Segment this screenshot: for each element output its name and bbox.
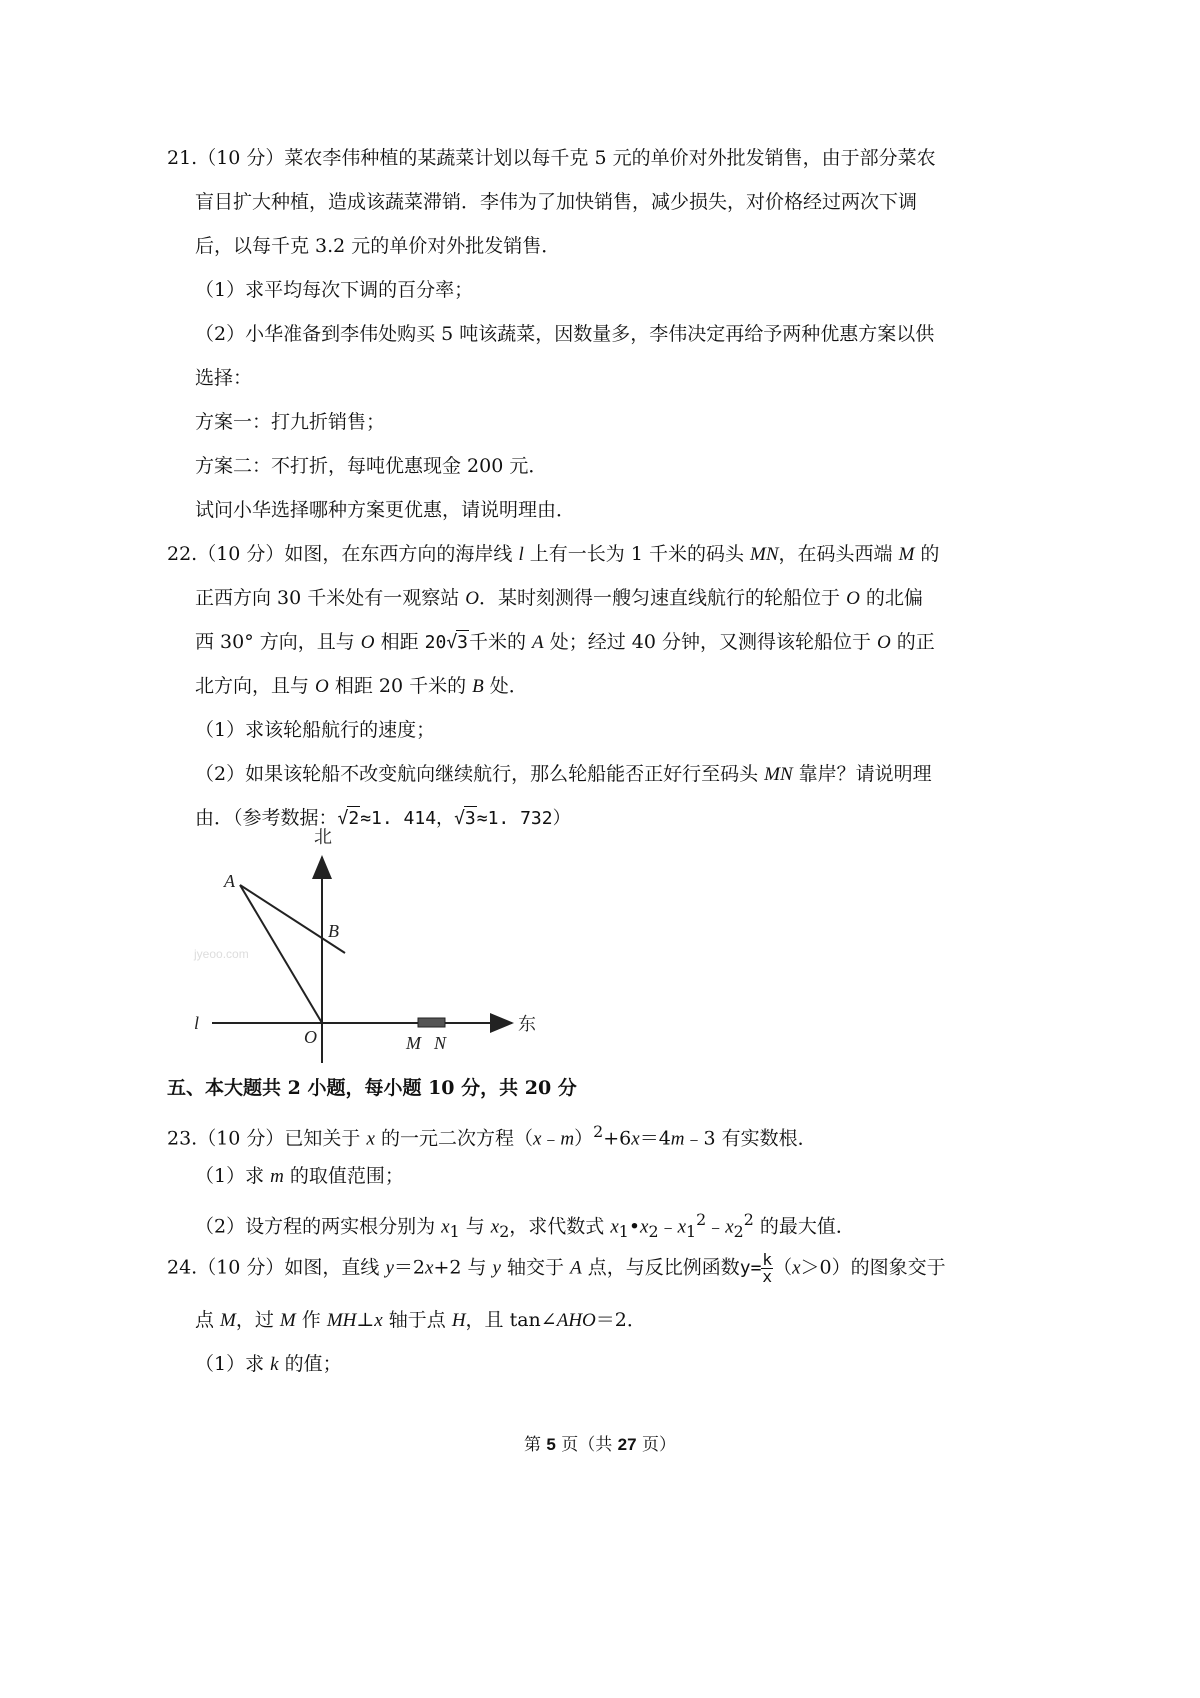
total-pages: 27: [617, 1435, 637, 1454]
label-l: l: [194, 1013, 200, 1033]
page-footer: 第 5 页（共 27 页）: [523, 1435, 676, 1455]
reference-data: √2≈1. 414，√3≈1. 732）: [337, 808, 571, 829]
q21-part-2-line-1: （2）小华准备到李伟处购买 5 吨该蔬菜，因数量多，李伟决定再给予两种优惠方案以供: [195, 323, 935, 345]
segment-oa: [240, 885, 322, 1023]
section-5-heading: 五、本大题共 2 小题，每小题 10 分，共 20 分: [167, 1077, 577, 1099]
q21-line-3: 后，以每千克 3.2 元的单价对外批发销售．: [195, 235, 561, 257]
label-east: 东: [518, 1014, 536, 1035]
label-a: A: [224, 871, 235, 891]
q22-part-2-line-2: 由．（参考数据：√2≈1. 414，√3≈1. 732）: [195, 807, 571, 829]
coastline-diagram: [190, 825, 550, 1065]
q23-part-1: （1）求 m 的取值范围；: [195, 1165, 404, 1187]
q21-part-2-line-2: 选择：: [195, 367, 253, 389]
q21-option-1: 方案一：打九折销售；: [195, 411, 386, 433]
fraction-k-over-x: $\frac{k}{x}$: [762, 1250, 773, 1286]
q21-question: 试问小华选择哪种方案更优惠，请说明理由．: [195, 499, 576, 521]
q22-part-2-line-1: （2）如果该轮船不改变航向继续航行，那么轮船能否正好行至码头 MN 靠岸？请说明理: [195, 763, 932, 785]
q21-line-2: 盲目扩大种植，造成该蔬菜滞销．李伟为了加快销售，减少损失，对价格经过两次下调: [195, 191, 918, 213]
watermark: jyeoo.com: [194, 947, 249, 961]
label-n: N: [434, 1033, 447, 1053]
q22-line-2: 正西方向 30 千米处有一观察站 O．某时刻测得一艘匀速直线航行的轮船位于 O 的北偏: [195, 587, 923, 609]
pier-mn: [418, 1018, 445, 1027]
q22-part-1: （1）求该轮船航行的速度；: [195, 719, 436, 741]
segment-ab: [240, 885, 345, 953]
q21-option-2: 方案二：不打折，每吨优惠现金 200 元．: [195, 455, 548, 477]
label-o: O: [304, 1027, 317, 1047]
q21-part-1: （1）求平均每次下调的百分率；: [195, 279, 474, 301]
q24-line-2: 点 M，过 M 作 MH⊥x 轴于点 H，且 tan∠AHO＝2．: [195, 1309, 646, 1331]
q24-line-1: 24.（10 分）如图，直线 y＝2x+2 与 y 轴交于 A 点，与反比例函数y= $\frac{k}{x}$ （x＞0）的图象交于: [167, 1250, 946, 1286]
label-north: 北: [314, 827, 332, 848]
page-number: 5: [546, 1435, 556, 1454]
label-b: B: [328, 921, 339, 941]
q22-line-3: 西 30° 方向，且与 O 相距 20√3千米的 A 处；经过 40 分钟，又测得该轮船位于 O 的正: [195, 631, 935, 653]
q23-line-1: 23.（10 分）已知关于 x 的一元二次方程（x﹣m）$^2$+6x＝4m﹣3 有实数根．: [167, 1122, 817, 1150]
q23-part-2: （2）设方程的两实根分别为 $x_1$ 与 $x_2$，求代数式 $x_1•x_2﹣x_1^2﹣x_2^2$ 的最大值．: [195, 1210, 855, 1242]
q21-line-1: 21.（10 分）菜农李伟种植的某蔬菜计划以每千克 5 元的单价对外批发销售，由于部分菜农: [167, 147, 936, 169]
q22-line-1: 22.（10 分）如图，在东西方向的海岸线 l 上有一长为 1 千米的码头 MN，在码头西端 M 的: [167, 543, 940, 565]
q22-line-4: 北方向，且与 O 相距 20 千米的 B 处．: [195, 675, 528, 697]
sqrt-expression: 20√3: [424, 632, 468, 653]
q24-part-1: （1）求 k 的值；: [195, 1353, 342, 1375]
label-m: M: [406, 1033, 421, 1053]
